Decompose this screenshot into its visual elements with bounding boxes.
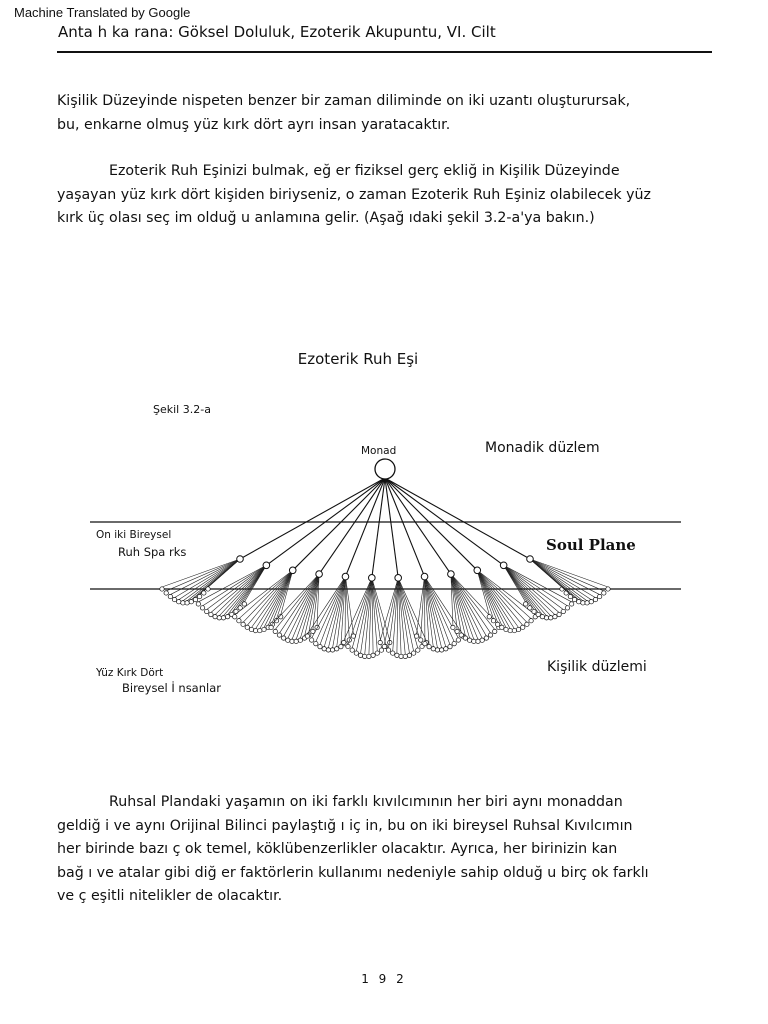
soul-spark-node (263, 562, 270, 569)
human-node (164, 591, 168, 595)
human-node (416, 648, 420, 652)
human-node (456, 638, 460, 642)
human-node (521, 625, 525, 629)
spark-fan-group (160, 478, 610, 659)
spark-to-human-ray (345, 577, 349, 638)
spark-to-human-ray (292, 574, 319, 639)
human-node (318, 644, 322, 648)
paragraph-2-line-2: yaşayan yüz kırk dört kişiden biriyseniz, o zaman Ezoterik Ruh Eşiniz olabilecek yüz (57, 186, 651, 203)
human-node (274, 619, 278, 623)
spark-to-human-ray (530, 559, 608, 587)
human-node (196, 602, 200, 606)
human-node (549, 616, 553, 620)
monad-to-spark-ray (385, 478, 477, 570)
human-node (512, 628, 516, 632)
spark-to-human-ray (162, 559, 240, 587)
human-node (209, 612, 213, 616)
spark-to-human-ray (451, 574, 478, 639)
human-node (407, 653, 411, 657)
human-node (354, 651, 358, 655)
human-node (217, 616, 221, 620)
human-node (414, 634, 418, 638)
soul-spark-node (527, 556, 534, 563)
paragraph-3-line-4: bağ ı ve atalar gibi diğ er faktörlerin kullanımı nedeniyle sahip olduğ u birç ok farklı (57, 864, 649, 881)
soul-spark-node (342, 573, 349, 580)
human-node (249, 627, 253, 631)
human-node (335, 647, 339, 651)
paragraph-3-line-5: ve ç eşitli nitelikler de olacaktır. (57, 888, 283, 904)
human-node (273, 629, 277, 633)
human-node (382, 644, 386, 648)
soul-spark-node (395, 575, 402, 582)
human-node (487, 615, 491, 619)
human-node (451, 625, 455, 629)
human-node (572, 597, 576, 601)
human-node (213, 614, 217, 618)
spark-to-human-ray (316, 577, 346, 642)
human-node (525, 622, 529, 626)
spark-to-human-ray (344, 578, 372, 641)
human-node (459, 633, 463, 637)
soul-spark-node (289, 567, 296, 574)
spark-to-human-ray (345, 577, 353, 634)
spark-to-human-ray (337, 577, 346, 647)
human-node (378, 640, 382, 644)
human-node (532, 609, 536, 613)
human-node (508, 628, 512, 632)
human-node (589, 600, 593, 604)
spark-to-human-ray (307, 577, 345, 634)
running-header-title: Anta h ka rana: Göksel Doluluk, Ezoterik Akupuntu, VI. Cilt (58, 23, 496, 41)
human-node (602, 591, 606, 595)
human-node (205, 609, 209, 613)
human-node (577, 600, 581, 604)
human-node (597, 594, 601, 598)
human-node (472, 639, 476, 643)
human-node (391, 651, 395, 655)
human-node (488, 633, 492, 637)
page-number: 1 9 2 (361, 972, 407, 986)
machine-translation-banner: Machine Translated by Google (14, 5, 191, 20)
soul-spark-node (448, 571, 455, 578)
human-node (185, 601, 189, 605)
human-node (523, 602, 527, 606)
humans-label-line-2: Bireysel İ nsanlar (122, 681, 221, 695)
human-node (269, 625, 273, 629)
human-node (411, 651, 415, 655)
paragraph-2-line-1: Ezoterik Ruh Eşinizi bulmak, eğ er fiziksel gerç ekliğ in Kişilik Düzeyinde (109, 163, 620, 179)
human-node (593, 597, 597, 601)
human-node (206, 587, 210, 591)
human-node (529, 619, 533, 623)
human-node (557, 612, 561, 616)
soul-spark-node (421, 573, 428, 580)
monadic-plane-label: Monadik düzlem (485, 440, 600, 456)
human-node (262, 627, 266, 631)
soul-spark-node (237, 556, 244, 563)
human-node (395, 653, 399, 657)
human-node (258, 628, 262, 632)
human-node (298, 638, 302, 642)
human-node (536, 612, 540, 616)
personality-plane-label: Kişilik düzlemi (547, 659, 647, 675)
human-node (277, 633, 281, 637)
figure-caption: Şekil 3.2-a (153, 403, 211, 416)
paragraph-3-line-2: geldiğ i ve aynı Orijinal Bilinci paylaştığ ı iç in, bu on iki bireysel Ruhsal Kıvılcımın (57, 817, 633, 834)
human-node (363, 654, 367, 658)
human-node (241, 622, 245, 626)
human-node (476, 639, 480, 643)
human-node (448, 644, 452, 648)
paragraph-1-line-2: bu, enkarne olmuş yüz kırk dört ayrı insan yaratacaktır. (57, 116, 451, 133)
paragraph-3-line-3: her birinde bazı ç ok temel, köklübenzerlikler olacaktır. Ayrıca, her birinizin kan (57, 841, 618, 857)
human-node (225, 614, 229, 618)
human-node (253, 628, 257, 632)
human-node (233, 615, 237, 619)
human-node (234, 609, 238, 613)
human-node (581, 601, 585, 605)
human-node (168, 594, 172, 598)
soul-spark-node (474, 567, 481, 574)
spark-to-human-ray (425, 577, 455, 642)
monad-circle (375, 459, 395, 479)
human-node (528, 606, 532, 610)
human-node (493, 629, 497, 633)
human-node (467, 638, 471, 642)
human-node (202, 591, 206, 595)
human-node (181, 601, 185, 605)
human-node (172, 597, 176, 601)
humans-label-line-1: Yüz Kırk Dört (96, 667, 164, 679)
human-node (480, 638, 484, 642)
spark-to-human-ray (530, 559, 591, 600)
human-node (346, 644, 350, 648)
spark-to-human-ray (425, 577, 434, 647)
human-node (189, 600, 193, 604)
paragraph-3-line-1: Ruhsal Plandaki yaşamın on iki farklı kıvılcımının her biri aynı monaddan (109, 794, 623, 810)
spark-to-human-ray (312, 577, 346, 638)
human-node (367, 654, 371, 658)
human-node (237, 619, 241, 623)
human-node (569, 602, 573, 606)
human-node (339, 644, 343, 648)
figure-title: Ezoterik Ruh Eşi (297, 350, 419, 368)
human-node (540, 614, 544, 618)
human-node (419, 638, 423, 642)
spark-to-human-ray (504, 565, 547, 616)
soul-plane-label: Soul Plane (546, 536, 636, 554)
human-node (330, 648, 334, 652)
spark-to-human-ray (179, 559, 240, 600)
monad-label: Monad (361, 445, 397, 457)
human-node (504, 627, 508, 631)
human-node (160, 587, 164, 591)
human-node (197, 594, 201, 598)
human-node (500, 625, 504, 629)
human-node (463, 636, 467, 640)
sparks-label-line-2: Ruh Spa rks (118, 545, 187, 559)
monad-to-spark-ray (385, 478, 530, 559)
human-node (484, 636, 488, 640)
human-node (309, 638, 313, 642)
spark-to-human-ray (384, 578, 398, 645)
paragraph-1-line-1: Kişilik Düzeyinde nispeten benzer bir zaman diliminde on iki uzantı oluşturursak, (57, 93, 631, 109)
human-node (427, 644, 431, 648)
spark-to-human-ray (477, 570, 506, 627)
human-node (326, 648, 330, 652)
paragraph-3 (57, 791, 722, 909)
human-node (403, 654, 407, 658)
human-node (423, 641, 427, 645)
human-node (439, 648, 443, 652)
soul-spark-node (369, 575, 376, 582)
human-node (435, 648, 439, 652)
human-node (565, 606, 569, 610)
spark-to-human-ray (417, 577, 425, 634)
human-node (375, 651, 379, 655)
human-node (431, 647, 435, 651)
monad-to-spark-ray (240, 478, 385, 559)
spark-to-human-ray (372, 578, 386, 645)
human-node (606, 587, 610, 591)
human-node (290, 639, 294, 643)
human-node (495, 622, 499, 626)
spark-to-human-ray (421, 577, 425, 638)
human-node (350, 648, 354, 652)
human-node (544, 616, 548, 620)
human-node (315, 625, 319, 629)
human-node (286, 638, 290, 642)
human-node (245, 625, 249, 629)
human-node (305, 634, 309, 638)
human-node (358, 653, 362, 657)
spark-to-human-ray (380, 578, 398, 641)
human-node (221, 616, 225, 620)
human-node (242, 602, 246, 606)
spark-to-human-ray (398, 578, 426, 641)
human-node (399, 654, 403, 658)
human-node (342, 640, 346, 644)
spark-to-human-ray (223, 565, 266, 616)
human-node (294, 639, 298, 643)
human-node (455, 629, 459, 633)
spark-to-human-ray (264, 570, 293, 627)
paragraph-2-line-3: kırk üç olası seç im olduğ u anlamına gelir. (Aşağ ıdaki şekil 3.2-a'ya bakın.) (57, 210, 595, 226)
human-node (491, 619, 495, 623)
human-node (516, 627, 520, 631)
human-node (281, 636, 285, 640)
human-node (200, 606, 204, 610)
human-node (444, 647, 448, 651)
soul-spark-node (500, 562, 507, 569)
human-node (386, 648, 390, 652)
human-node (193, 597, 197, 601)
monad-to-spark-ray (293, 478, 385, 570)
soul-spark-node (316, 571, 323, 578)
human-node (371, 653, 375, 657)
human-node (585, 601, 589, 605)
sparks-label-line-1: On iki Bireysel (96, 529, 172, 541)
human-node (553, 614, 557, 618)
human-node (314, 641, 318, 645)
human-node (452, 641, 456, 645)
human-node (177, 600, 181, 604)
human-node (561, 609, 565, 613)
human-node (322, 647, 326, 651)
